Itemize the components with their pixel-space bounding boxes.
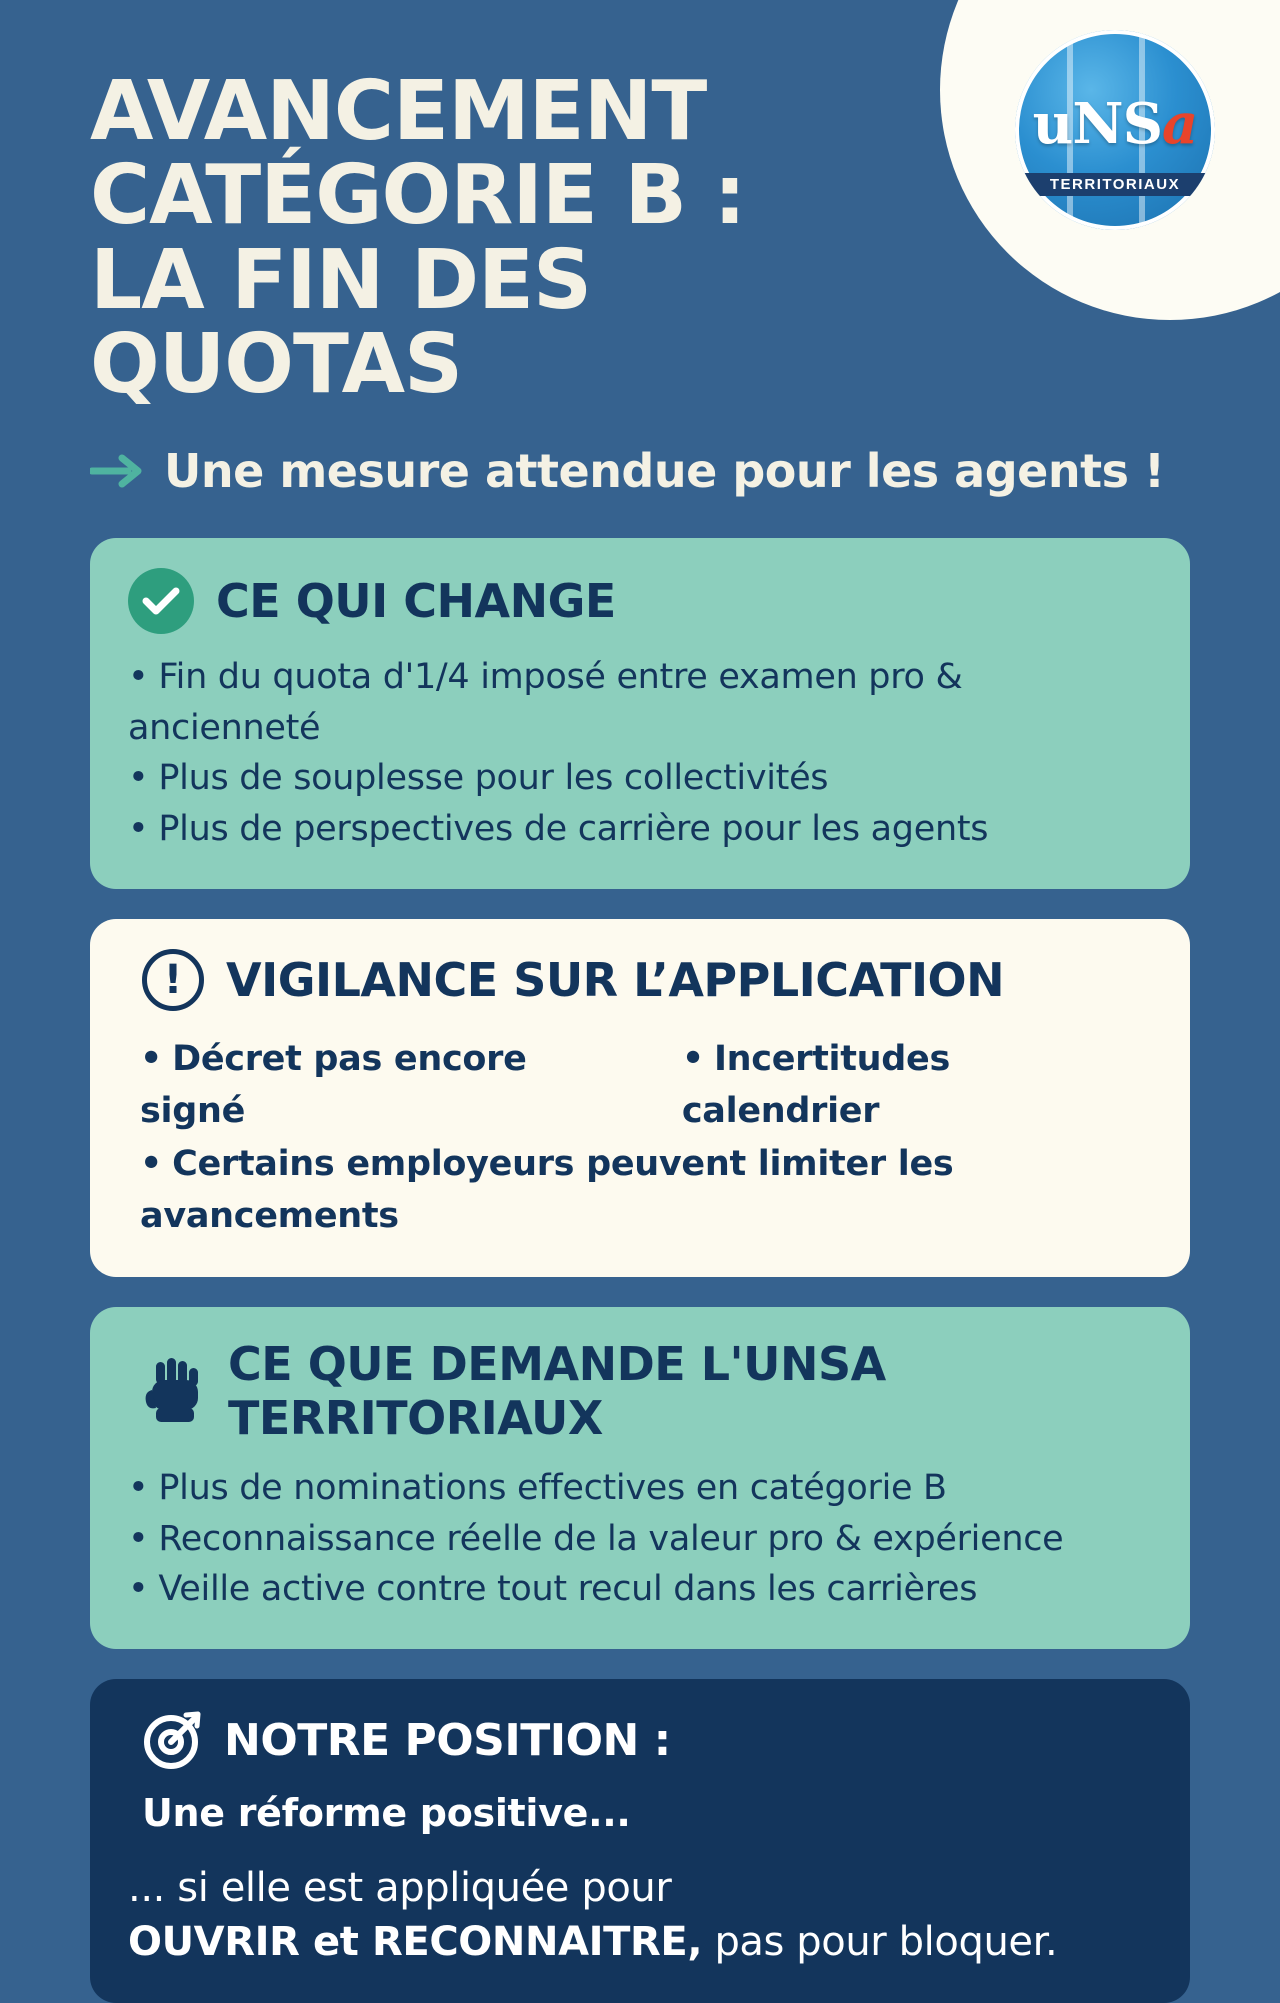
list-item: • Reconnaissance réelle de la valeur pro & expérience: [128, 1514, 1152, 1565]
arrow-right-icon: [90, 454, 142, 488]
page-title: [90, 64, 970, 413]
card-notre-position: [90, 1679, 1190, 2003]
subtitle-row: [90, 444, 1220, 498]
exclamation-circle-icon: !: [142, 949, 204, 1011]
card-title: CE QUI CHANGE: [216, 573, 616, 628]
list-item: • Plus de perspectives de carrière pour les agents: [128, 804, 1152, 855]
logo-subtitle: TERRITORIAUX: [1015, 173, 1215, 196]
list-item: • Plus de nominations effectives en catégorie B: [128, 1463, 1152, 1514]
list-item: • Fin du quota d'1/4 imposé entre examen pro & ancienneté: [128, 652, 1152, 754]
list-item: • Plus de souplesse pour les collectivités: [128, 753, 1152, 804]
card-vigilance: [90, 919, 1190, 1277]
card-title: NOTRE POSITION :: [224, 1714, 671, 1766]
check-circle-icon: [128, 568, 194, 634]
card-revendications: [90, 1307, 1190, 1649]
bullet-row: [140, 1033, 1152, 1138]
logo-wordmark: uNSa: [1032, 91, 1198, 157]
card-body: [128, 1861, 1152, 1969]
card-header: [128, 1709, 1152, 1835]
title-line-2: CATÉGORIE B :: [90, 148, 746, 244]
body-line-2: [128, 1915, 1152, 1969]
unsa-logo: [990, 25, 1240, 235]
bullet-list: [128, 1033, 1152, 1243]
bullet-row: [140, 1138, 1152, 1243]
card-header: [128, 949, 1152, 1011]
body-strong: OUVRIR et RECONNAITRE,: [128, 1919, 703, 1966]
title-line-1: AVANCEMENT: [90, 64, 707, 159]
check-icon: [142, 586, 180, 616]
list-item: • Certains employeurs peuvent limiter les avancements: [140, 1138, 1152, 1243]
card-ce-qui-change: [90, 538, 1190, 889]
list-item: • Incertitudes calendrier: [682, 1033, 1152, 1138]
bullet-list: [128, 652, 1152, 855]
logo-wordmark-accent: a: [1162, 91, 1198, 157]
card-header: [128, 1337, 1152, 1445]
target-icon: [142, 1709, 204, 1771]
title-line-3: LA FIN DES QUOTAS: [90, 232, 592, 413]
cards-container: [0, 498, 1280, 2003]
page-subtitle: Une mesure attendue pour les agents !: [164, 443, 1165, 498]
unsa-logo-icon: [1015, 30, 1215, 230]
bullet-list: [128, 1463, 1152, 1615]
list-item: • Veille active contre tout recul dans les carrières: [128, 1564, 1152, 1615]
card-header: [128, 568, 1152, 634]
card-title: CE QUE DEMANDE L'UNSA TERRITORIAUX: [228, 1336, 886, 1445]
card-tagline: Une réforme positive...: [142, 1791, 631, 1836]
raised-fist-icon: [142, 1356, 206, 1426]
card-title: VIGILANCE SUR L’APPLICATION: [226, 952, 1005, 1007]
body-tail: pas pour bloquer.: [702, 1919, 1058, 1966]
list-item: • Décret pas encore signé: [140, 1033, 636, 1138]
body-line-1: ... si elle est appliquée pour: [128, 1865, 672, 1912]
